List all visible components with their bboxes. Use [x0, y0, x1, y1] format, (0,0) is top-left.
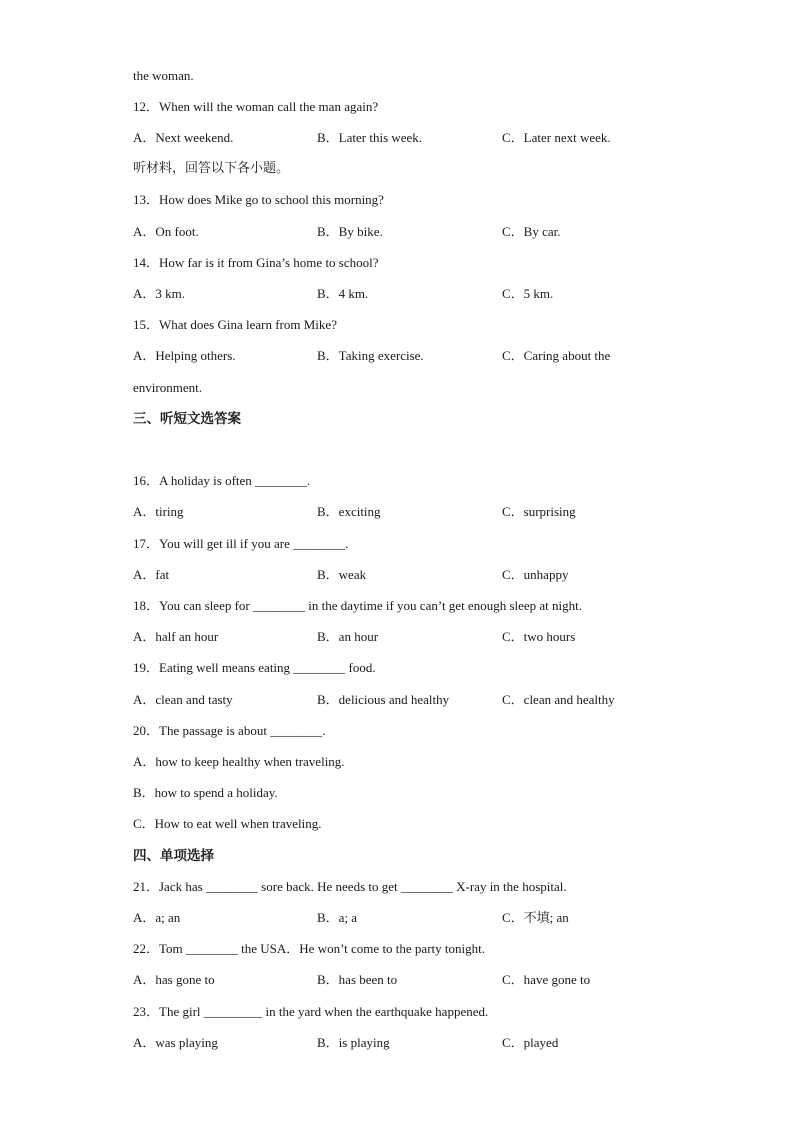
option-c: C．have gone to [502, 972, 591, 987]
option-c: C．played [502, 1035, 559, 1050]
options-12 [0, 129, 794, 147]
option-a: A．clean and tasty [133, 692, 233, 707]
option-b: B．how to spend a holiday. [133, 785, 278, 800]
option-b: B．Taking exercise. [317, 348, 424, 363]
option-c: C．two hours [502, 629, 576, 644]
question-18: 18．You can sleep for ________ in the daytime if you can’t get enough sleep at night. [133, 598, 583, 613]
option-c: C．By car. [502, 224, 561, 239]
option-b: B．exciting [317, 504, 381, 519]
option-b: B．an hour [317, 629, 379, 644]
question-20: 20．The passage is about ________. [133, 723, 326, 738]
option-c: C．clean and healthy [502, 692, 615, 707]
option-b: B．By bike. [317, 224, 383, 239]
text-line: the woman. [133, 68, 194, 83]
options-21 [0, 909, 794, 927]
question-16: 16．A holiday is often ________. [133, 473, 311, 488]
option-a: A．was playing [133, 1035, 218, 1050]
options-15 [0, 347, 794, 365]
option-c: C．unhappy [502, 567, 569, 582]
option-a: A．3 km. [133, 286, 186, 301]
option-a: A．how to keep healthy when traveling. [133, 754, 345, 769]
options-14 [0, 285, 794, 303]
options-16 [0, 503, 794, 521]
options-19 [0, 691, 794, 709]
question-12: 12．When will the woman call the man again? [133, 99, 379, 114]
option-a: A．has gone to [133, 972, 215, 987]
option-a: A．fat [133, 567, 170, 582]
option-b: B．a; a [317, 910, 358, 925]
option-a: A．Helping others. [133, 348, 236, 363]
question-21: 21．Jack has ________ sore back. He needs to get ________ X-ray in the hospital. [133, 879, 567, 894]
question-14: 14．How far is it from Gina’s home to school? [133, 255, 379, 270]
option-b: B．4 km. [317, 286, 369, 301]
question-13: 13．How does Mike go to school this morning? [133, 192, 384, 207]
option-a: A．Next weekend. [133, 130, 234, 145]
option-b: B．weak [317, 567, 367, 582]
question-19: 19．Eating well means eating ________ food. [133, 660, 376, 675]
options-18 [0, 628, 794, 646]
options-22 [0, 971, 794, 989]
option-b: B．has been to [317, 972, 398, 987]
question-17: 17．You will get ill if you are ________. [133, 536, 349, 551]
option-continuation: environment. [133, 380, 202, 395]
option-b: B．Later this week. [317, 130, 423, 145]
option-b: B．is playing [317, 1035, 390, 1050]
option-c: C．不填; an [502, 910, 569, 925]
option-a: A．half an hour [133, 629, 219, 644]
section-heading: 四、单项选择 [133, 848, 214, 864]
option-c: C．5 km. [502, 286, 554, 301]
option-c: C．How to eat well when traveling. [133, 816, 322, 831]
question-23: 23．The girl _________ in the yard when the earthquake happened. [133, 1004, 489, 1019]
section-heading: 三、听短文选答案 [133, 411, 241, 427]
option-a: A．tiring [133, 504, 184, 519]
option-c: C．Later next week. [502, 130, 611, 145]
question-22: 22．Tom ________ the USA．He won’t come to the party tonight. [133, 941, 485, 956]
option-b: B．delicious and healthy [317, 692, 450, 707]
options-17 [0, 566, 794, 584]
option-a: A．On foot. [133, 224, 199, 239]
option-a: A．a; an [133, 910, 181, 925]
option-c: C．Caring about the [502, 348, 611, 363]
option-c: C．surprising [502, 504, 576, 519]
options-13 [0, 223, 794, 241]
options-23 [0, 1034, 794, 1052]
question-15: 15．What does Gina learn from Mike? [133, 317, 337, 332]
instruction-text: 听材料，回答以下各小题。 [133, 161, 290, 176]
